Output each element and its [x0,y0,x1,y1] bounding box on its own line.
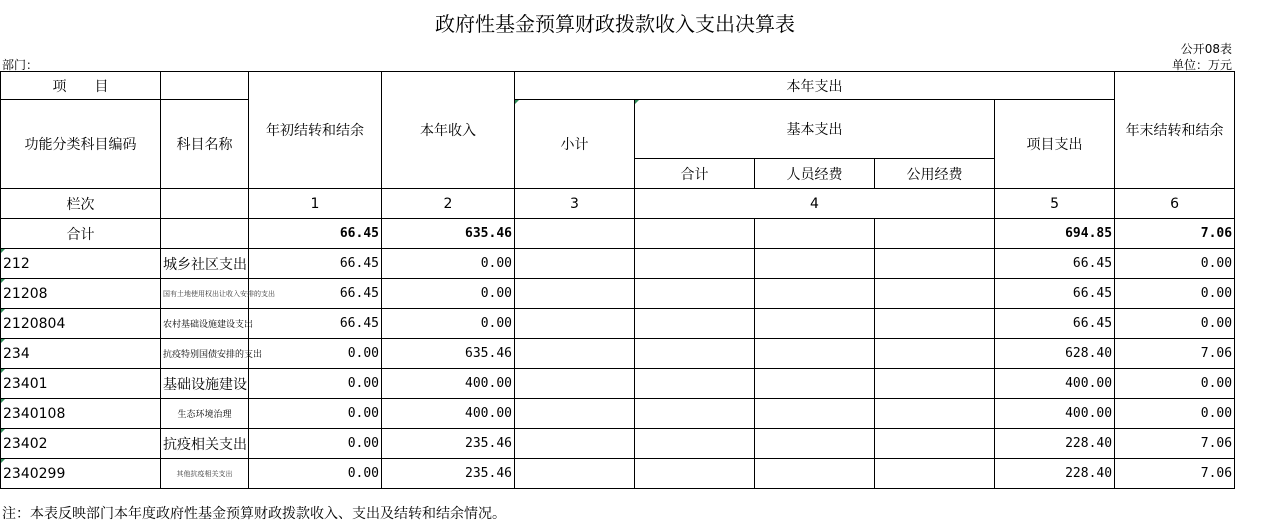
total-carry-end: 7.06 [1115,219,1235,249]
row-income: 400.00 [382,369,515,399]
row-personnel [755,249,875,279]
header-personnel: 人员经费 [755,159,875,189]
col-number-5: 5 [995,189,1115,219]
row-carry-end: 7.06 [1115,459,1235,489]
row-income: 0.00 [382,279,515,309]
header-carry-begin: 年初结转和结余 [249,72,382,189]
row-subtotal [515,339,635,369]
row-name: 其他抗疫相关支出 [161,459,249,489]
row-income: 235.46 [382,459,515,489]
footnote: 注：本表反映部门本年度政府性基金预算财政拨款收入、支出及结转和结余情况。 [2,506,506,522]
row-personnel [755,399,875,429]
total-label: 合计 [1,219,161,249]
row-basic-total [635,429,755,459]
row-personnel [755,369,875,399]
row-basic-total [635,249,755,279]
col-number-2: 2 [382,189,515,219]
row-subtotal [515,459,635,489]
col-number-4: 4 [635,189,995,219]
row-personnel [755,309,875,339]
table-row [1,459,1235,489]
header-carry-end: 年末结转和结余 [1115,72,1235,189]
row-subtotal [515,369,635,399]
header-project: 项目支出 [995,100,1115,189]
header-expense: 本年支出 [515,72,1115,100]
row-code: 2340299 [1,459,161,489]
row-carry-end: 7.06 [1115,339,1235,369]
header-public: 公用经费 [875,159,995,189]
row-carry-begin: 66.45 [249,279,382,309]
row-carry-begin: 66.45 [249,249,382,279]
row-basic-total [635,309,755,339]
row-carry-end: 0.00 [1115,309,1235,339]
total-basic-total [635,219,755,249]
header-func-code: 功能分类科目编码 [1,100,161,189]
header-blank [161,72,249,100]
form-number: 公开08表 [1180,42,1232,56]
row-income: 0.00 [382,249,515,279]
row-project: 400.00 [995,399,1115,429]
row-project: 66.45 [995,309,1115,339]
header-subtotal: 小计 [515,100,635,189]
table-row [1,279,1235,309]
row-income: 400.00 [382,399,515,429]
row-code: 234 [1,339,161,369]
total-subtotal [515,219,635,249]
row-carry-end: 0.00 [1115,279,1235,309]
row-carry-begin: 66.45 [249,309,382,339]
total-row [1,219,1235,249]
row-number-label: 栏次 [1,189,161,219]
row-name: 生态环境治理 [161,399,249,429]
table-row [1,249,1235,279]
row-code: 2340108 [1,399,161,429]
row-code: 2120804 [1,309,161,339]
row-subtotal [515,279,635,309]
row-carry-begin: 0.00 [249,399,382,429]
row-name: 基础设施建设 [161,369,249,399]
page-title: 政府性基金预算财政拨款收入支出决算表 [435,12,795,36]
total-personnel [755,219,875,249]
row-basic-total [635,459,755,489]
row-public [875,429,995,459]
row-project: 228.40 [995,429,1115,459]
row-project: 66.45 [995,249,1115,279]
row-project: 228.40 [995,459,1115,489]
table-row [1,339,1235,369]
row-carry-begin: 0.00 [249,369,382,399]
row-personnel [755,279,875,309]
row-subtotal [515,309,635,339]
row-subtotal [515,429,635,459]
row-public [875,399,995,429]
row-name: 农村基础设施建设支出 [161,309,249,339]
row-income: 0.00 [382,309,515,339]
row-subtotal [515,249,635,279]
row-basic-total [635,339,755,369]
row-carry-end: 7.06 [1115,429,1235,459]
row-project: 628.40 [995,339,1115,369]
row-public [875,309,995,339]
row-name: 抗疫特别国债安排的支出 [161,339,249,369]
row-code: 21208 [1,279,161,309]
row-carry-begin: 0.00 [249,459,382,489]
row-public [875,279,995,309]
row-subtotal [515,399,635,429]
row-project: 66.45 [995,279,1115,309]
total-name-blank [161,219,249,249]
row-carry-end: 0.00 [1115,369,1235,399]
row-public [875,459,995,489]
row-personnel [755,339,875,369]
table-row [1,369,1235,399]
header-income: 本年收入 [382,72,515,189]
row-carry-begin: 0.00 [249,429,382,459]
row-personnel [755,459,875,489]
col-number-1: 1 [249,189,382,219]
total-carry-begin: 66.45 [249,219,382,249]
col-number-3: 3 [515,189,635,219]
row-carry-begin: 0.00 [249,339,382,369]
row-name: 国有土地使用权出让收入安排的支出 [161,279,249,309]
budget-table [0,71,1235,489]
table-row [1,309,1235,339]
row-public [875,339,995,369]
row-name: 抗疫相关支出 [161,429,249,459]
row-basic-total [635,399,755,429]
department-label: 部门： [2,58,39,72]
table-row [1,429,1235,459]
row-basic-total [635,369,755,399]
row-name: 城乡社区支出 [161,249,249,279]
row-carry-end: 0.00 [1115,399,1235,429]
row-project: 400.00 [995,369,1115,399]
row-code: 212 [1,249,161,279]
row-income: 635.46 [382,339,515,369]
header-item: 项 目 [1,72,161,100]
total-public [875,219,995,249]
header-basic-total: 合计 [635,159,755,189]
unit-label: 单位：万元 [1171,58,1232,72]
header-basic: 基本支出 [635,100,995,159]
table-row [1,399,1235,429]
row-code: 23402 [1,429,161,459]
row-basic-total [635,279,755,309]
row-public [875,369,995,399]
row-public [875,249,995,279]
row-code: 23401 [1,369,161,399]
header-subject-name: 科目名称 [161,100,249,189]
row-personnel [755,429,875,459]
total-project: 694.85 [995,219,1115,249]
row-carry-end: 0.00 [1115,249,1235,279]
col-number-6: 6 [1115,189,1235,219]
total-income: 635.46 [382,219,515,249]
row-number-blank [161,189,249,219]
row-income: 235.46 [382,429,515,459]
